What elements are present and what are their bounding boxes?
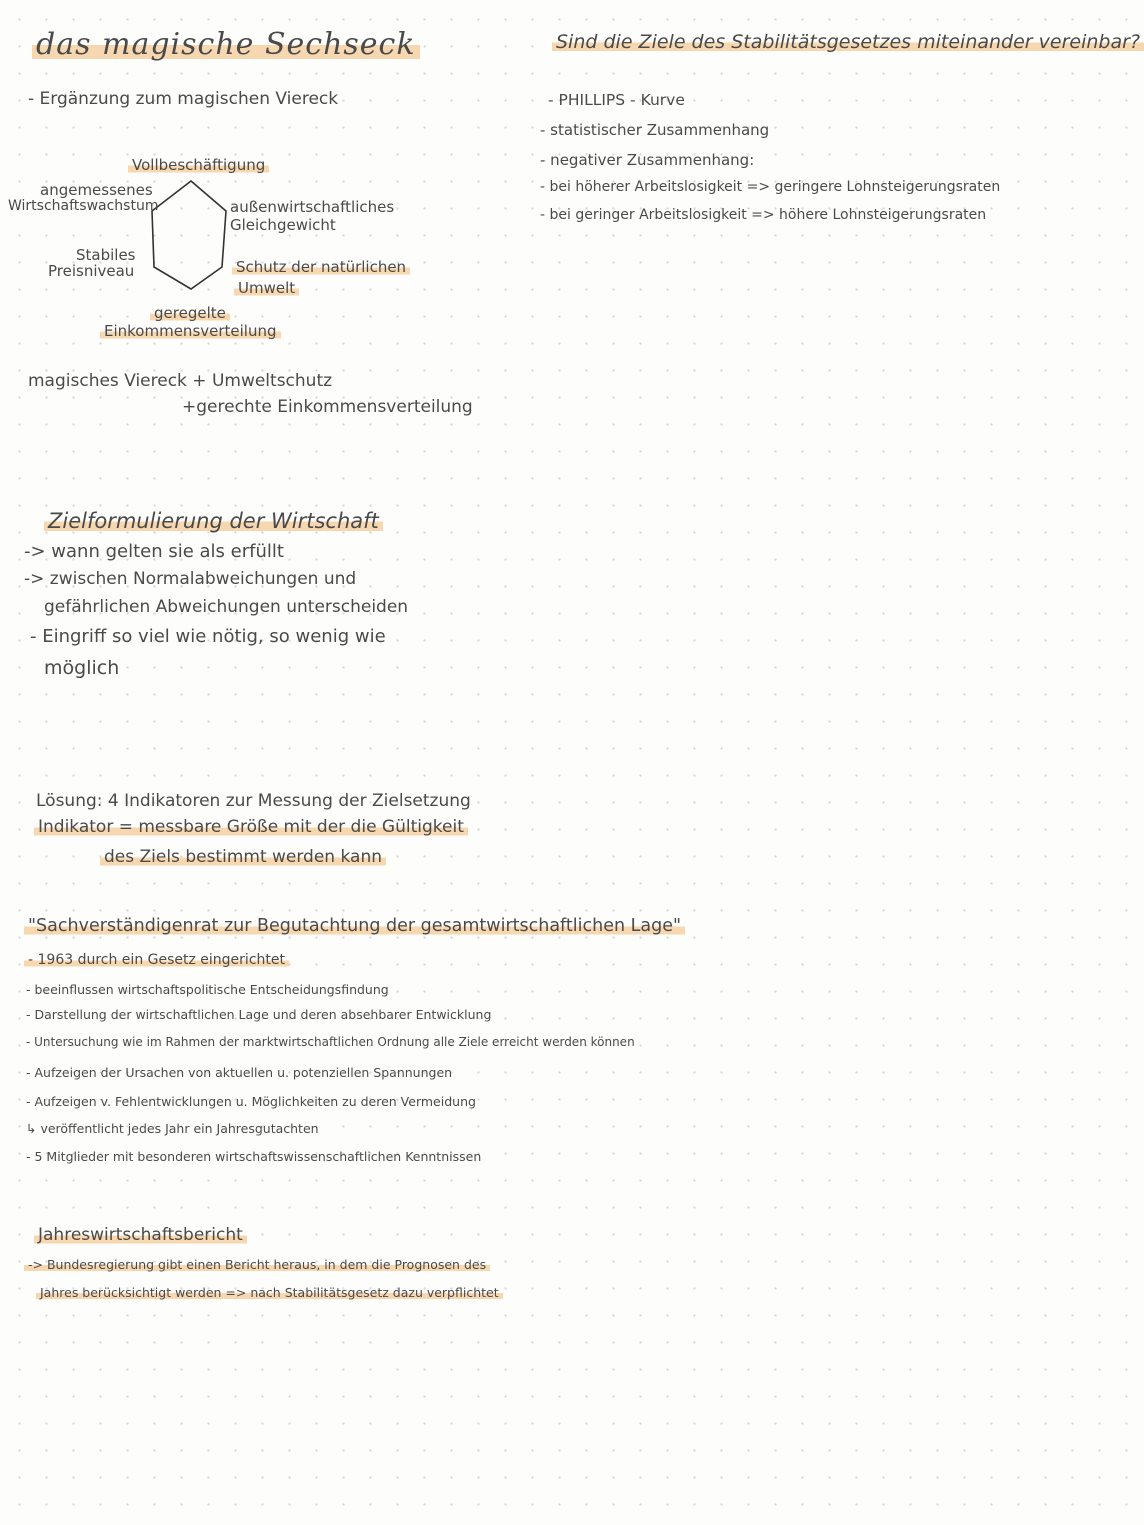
right-line: - negativer Zusammenhang: bbox=[540, 151, 755, 169]
council-line: - Aufzeigen der Ursachen von aktuellen u. potenziellen Spannungen bbox=[26, 1065, 453, 1080]
council-line: - beeinflussen wirtschaftspolitische Entscheidungsfindung bbox=[26, 982, 389, 997]
hexagon-label-top: Vollbeschäftigung bbox=[128, 158, 269, 174]
council-line: - Aufzeigen v. Fehlentwicklungen u. Möglichkeiten zu deren Vermeidung bbox=[26, 1094, 476, 1109]
hexagon-label-lower-right-1: Schutz der natürlichen bbox=[232, 260, 410, 276]
right-heading: Sind die Ziele des Stabilitätsgesetzes miteinander vereinbar? bbox=[552, 32, 1144, 53]
annual-report-line-2: Jahres berücksichtigt werden => nach Stabilitätsgesetz dazu verpflichtet bbox=[36, 1286, 503, 1300]
goals-line: gefährlichen Abweichungen unterscheiden bbox=[44, 597, 409, 617]
hexagon-label-bottom-1: geregelte bbox=[150, 306, 230, 322]
hexagon-label-lower-left-2: Preisniveau bbox=[48, 262, 135, 280]
council-line: ↳ veröffentlicht jedes Jahr ein Jahresgutachten bbox=[26, 1121, 319, 1136]
annual-report-line-1: -> Bundesregierung gibt einen Bericht heraus, in dem die Prognosen des bbox=[24, 1258, 490, 1272]
goals-line: -> zwischen Normalabweichungen und bbox=[24, 569, 357, 589]
hexagon-shape bbox=[146, 175, 236, 295]
goals-line: möglich bbox=[44, 657, 120, 679]
formula-line-1: magisches Viereck + Umweltschutz bbox=[28, 371, 333, 391]
indicator-definition-2: des Ziels bestimmt werden kann bbox=[100, 848, 386, 867]
right-line: - bei höherer Arbeitslosigkeit => geringere Lohnsteigerungsraten bbox=[540, 179, 1001, 195]
hexagon-label-upper-right-1: außenwirtschaftliches bbox=[230, 198, 395, 216]
formula-line-2: +gerechte Einkommensverteilung bbox=[182, 397, 473, 417]
right-line: - statistischer Zusammenhang bbox=[540, 121, 770, 139]
intro-line: - Ergänzung zum magischen Viereck bbox=[28, 89, 339, 109]
right-line: - bei geringer Arbeitslosigkeit => höhere Lohnsteigerungsraten bbox=[540, 207, 987, 223]
hexagon-label-bottom-2: Einkommensverteilung bbox=[100, 324, 281, 340]
right-line: - PHILLIPS - Kurve bbox=[548, 91, 685, 109]
council-line: - Darstellung der wirtschaftlichen Lage und deren absehbarer Entwicklung bbox=[26, 1007, 492, 1022]
goals-line: - Eingriff so viel wie nötig, so wenig wie bbox=[30, 626, 386, 647]
council-heading: "Sachverständigenrat zur Begutachtung der gesamtwirtschaftlichen Lage" bbox=[24, 917, 685, 936]
annual-report-heading: Jahreswirtschaftsbericht bbox=[34, 1226, 247, 1245]
council-line: - 1963 durch ein Gesetz eingerichtet bbox=[24, 953, 289, 968]
page-title: das magische Sechseck bbox=[32, 28, 420, 61]
goals-heading: Zielformulierung der Wirtschaft bbox=[44, 510, 383, 533]
hexagon-label-upper-left-1: angemessenes bbox=[40, 181, 153, 199]
hexagon-label-upper-left-2: Wirtschaftswachstum bbox=[8, 198, 159, 214]
council-line: - 5 Mitglieder mit besonderen wirtschaftswissenschaftlichen Kenntnissen bbox=[26, 1149, 482, 1164]
hexagon-label-lower-right-2: Umwelt bbox=[234, 281, 299, 297]
council-line: - Untersuchung wie im Rahmen der marktwirtschaftlichen Ordnung alle Ziele erreicht werden können bbox=[26, 1035, 635, 1049]
hexagon-label-upper-right-2: Gleichgewicht bbox=[230, 216, 336, 234]
solution-line: Lösung: 4 Indikatoren zur Messung der Zielsetzung bbox=[36, 791, 471, 811]
indicator-definition-1: Indikator = messbare Größe mit der die Gültigkeit bbox=[34, 818, 468, 837]
hexagon-label-lower-left-1: Stabiles bbox=[76, 246, 136, 264]
goals-line: -> wann gelten sie als erfüllt bbox=[24, 541, 284, 562]
